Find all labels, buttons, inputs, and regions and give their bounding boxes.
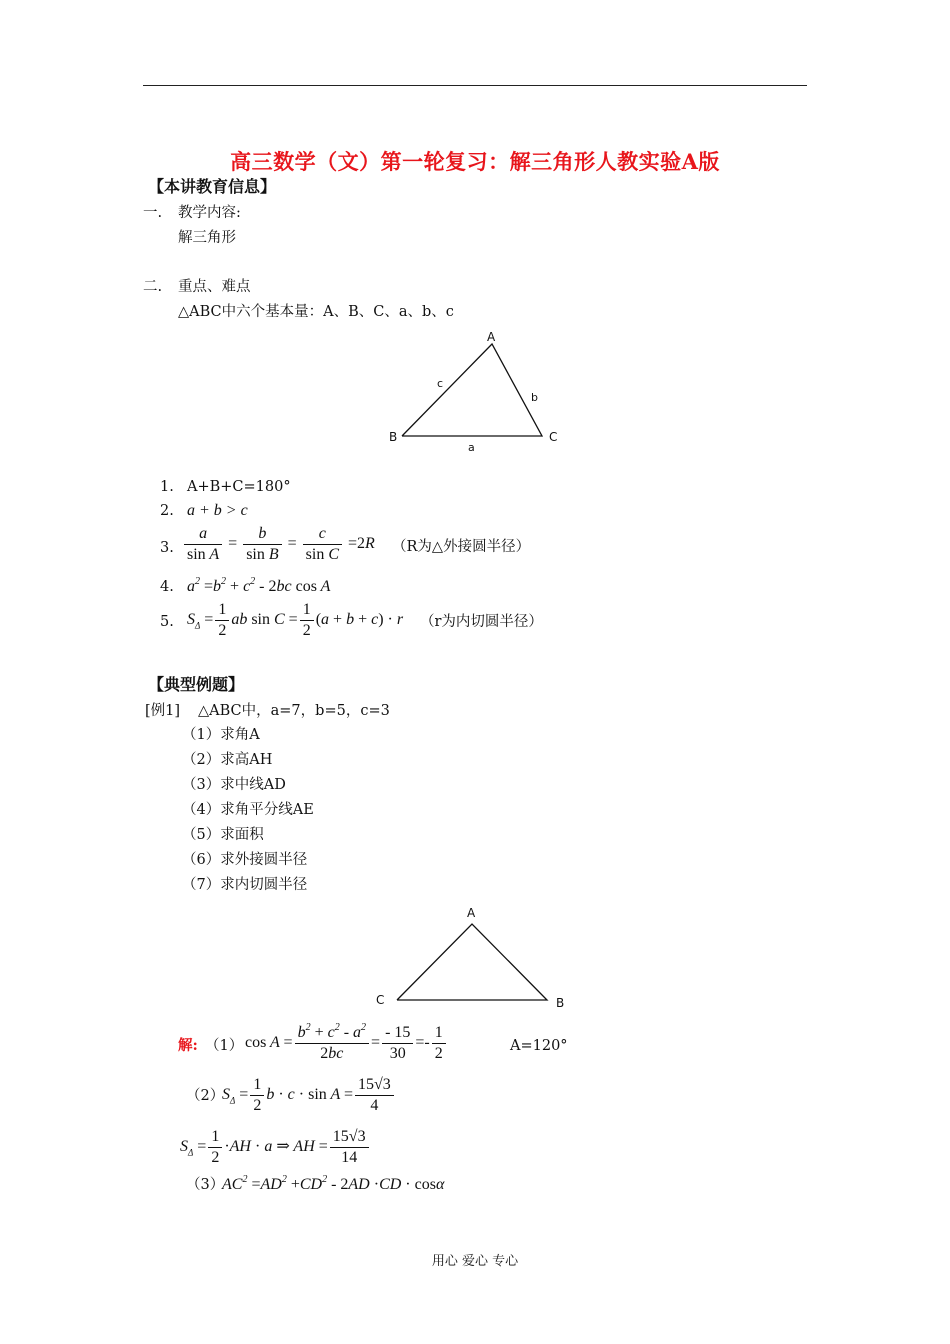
triangle-figure-1 xyxy=(380,325,580,460)
solution-1-result: A=120° xyxy=(510,1038,568,1054)
formula-2: a + b > c xyxy=(187,502,248,519)
formula-3: $\frac{a}{\text{sin A}}$ = $\frac{b}{\text{sin B}}$ = $\frac{c}{\text{sin C}}$ =2R xyxy=(182,524,375,565)
fig1-label-b: b xyxy=(531,391,538,404)
question-7: （7）求内切圆半径 xyxy=(182,877,308,893)
page-title: 高三数学（文）第一轮复习：解三角形人教实验A版 xyxy=(230,149,720,174)
solution-2-height-formula: $S_\Delta$ = $\frac{1}{2}$ ·AH · a ⇒ AH = $\frac{15√3}{14}$ xyxy=(180,1127,371,1168)
solution-3-formula: $AC^2 =AD^2 +CD^2 - 2AD \cdot CD \cdot \cos\alpha$ xyxy=(222,1174,445,1193)
solution-2-number: （2） xyxy=(186,1088,225,1104)
item1-text: 教学内容: xyxy=(178,205,241,221)
fig2-label-B: B xyxy=(556,996,565,1010)
section-heading-examples: 【典型例题】 xyxy=(148,675,245,694)
solution-2-formula: $S_\Delta$ = $\frac{1}{2}$ b · c · sin A = $\frac{15√3}{4}$ xyxy=(222,1075,396,1116)
question-6: （6）求外接圆半径 xyxy=(182,852,308,868)
example-label: [例1] xyxy=(145,703,181,719)
question-5: （5）求面积 xyxy=(182,827,264,843)
item1-label: 一. xyxy=(143,205,163,221)
formula-3-number: 3. xyxy=(160,540,174,556)
formula-4-number: 4. xyxy=(160,579,174,595)
formula-5-note: （r为内切圆半径） xyxy=(420,614,543,630)
formula-4: $a^2 =b^2 + c^2 - 2bc$ cos A xyxy=(187,576,331,595)
fig1-label-C: C xyxy=(549,430,558,444)
fig1-label-a: a xyxy=(468,441,475,454)
section-heading-info: 【本讲教育信息】 xyxy=(148,177,277,196)
fig2-label-A: A xyxy=(467,906,476,920)
question-3: （3）求中线AD xyxy=(182,777,286,793)
formula-5: $S_\Delta$ = $\frac{1}{2}$ ab sin C = $\frac{1}{2}$ (a + b + c) · r xyxy=(187,601,404,639)
solution-3-number: （3） xyxy=(186,1177,225,1193)
solution-label: 解: xyxy=(178,1037,198,1054)
item2-text: 重点、难点 xyxy=(178,279,251,295)
question-1: （1）求角A xyxy=(182,727,260,743)
formula-1-number: 1. xyxy=(160,479,174,495)
page-footer: 用心 爱心 专心 xyxy=(431,1254,519,1269)
fig2-label-C: C xyxy=(376,993,385,1007)
example-text: △ABC中，a=7，b=5，c=3 xyxy=(198,703,390,719)
fig1-label-c: c xyxy=(437,377,444,390)
solution-1-number: （1） xyxy=(205,1038,244,1054)
question-4: （4）求角平分线AE xyxy=(182,802,314,818)
fig1-label-B: B xyxy=(389,430,398,444)
question-2: （2）求高AH xyxy=(182,752,273,768)
fig1-label-A: A xyxy=(487,330,496,344)
item2-label: 二. xyxy=(143,279,163,295)
header-rule xyxy=(143,85,807,86)
item2-content: △ABC中六个基本量：A、B、C、a、b、c xyxy=(178,304,454,320)
formula-3-note: （R为△外接圆半径） xyxy=(392,539,531,555)
item1-content: 解三角形 xyxy=(178,230,236,246)
triangle-figure-2 xyxy=(365,900,580,1015)
formula-5-number: 5. xyxy=(160,614,174,630)
solution-1-formula: cos A = $\frac{b^2 + c^2 - a^2}{2bc}$ = $\frac{- 15}{30}$ =- $\frac{1}{2}$ xyxy=(245,1023,448,1064)
formula-2-number: 2. xyxy=(160,503,174,519)
formula-1: A+B+C=180° xyxy=(187,479,291,495)
